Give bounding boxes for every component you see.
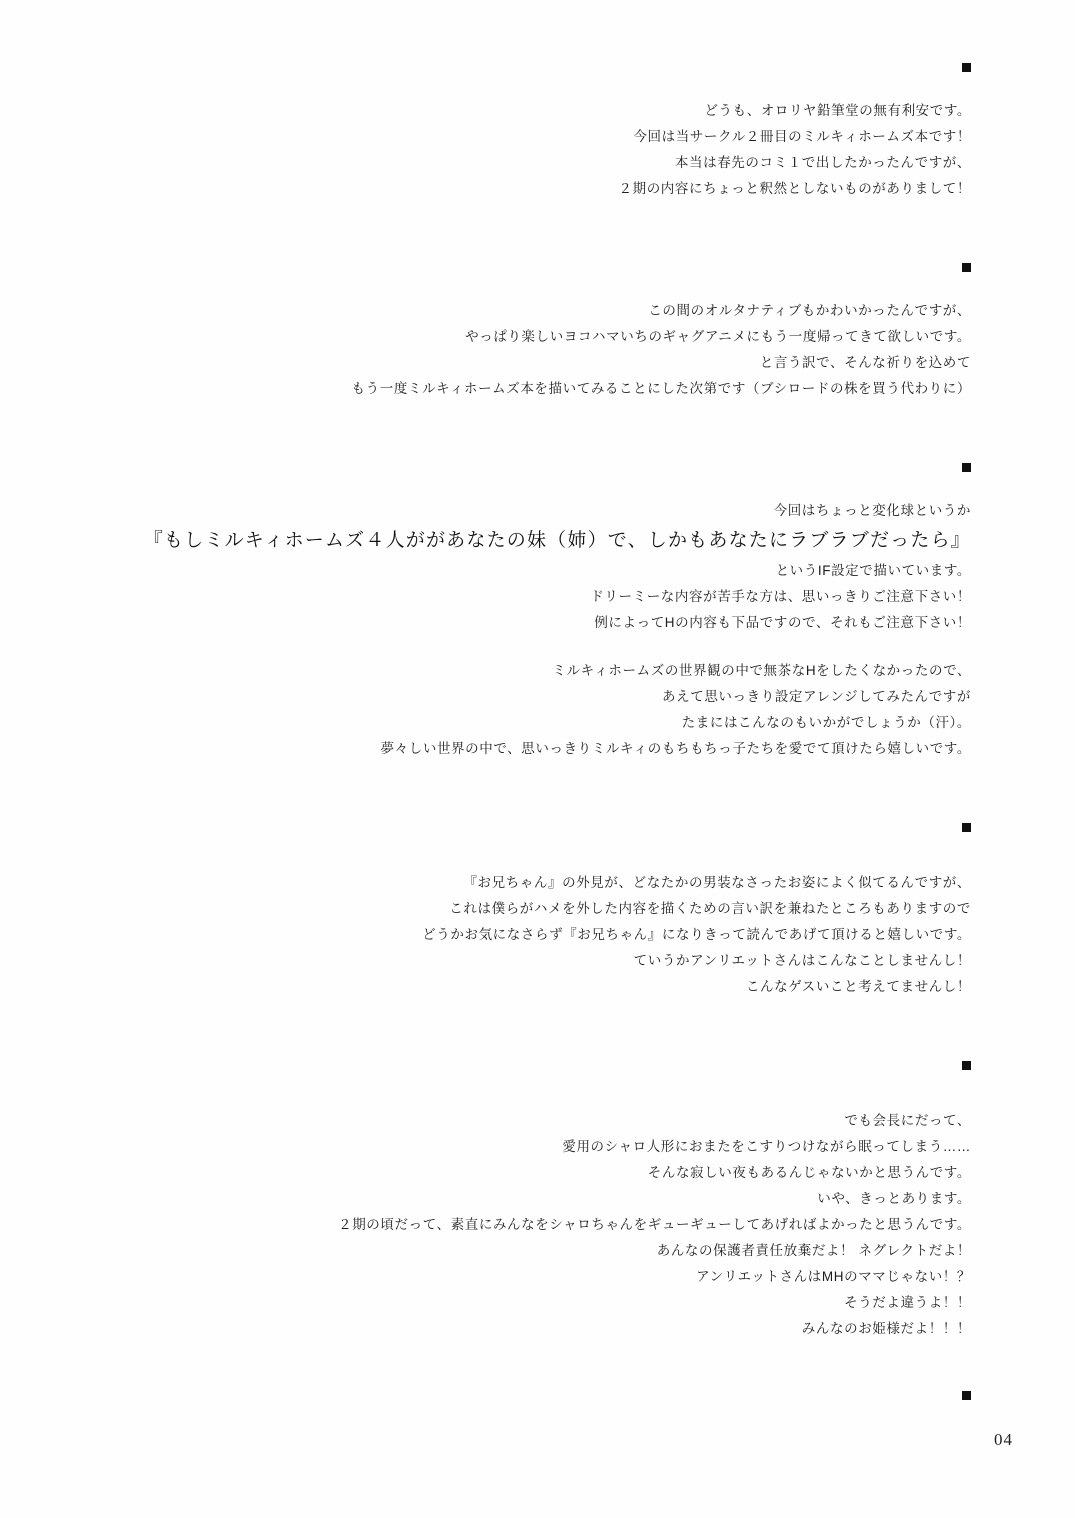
section-bullet-2 <box>60 260 975 276</box>
section-bullet-1 <box>60 60 975 76</box>
text-line: ドリーミーな内容が苦手な方は、思いっきりご注意下さい！ <box>590 589 971 604</box>
text-line: そんな寂しい夜もあるんじゃないかと思うんです。 <box>647 1165 971 1180</box>
square-bullet-icon <box>962 1391 971 1400</box>
afterword-content <box>60 60 975 1404</box>
square-bullet-icon <box>962 463 971 472</box>
section-2-paragraph <box>60 298 975 402</box>
section-4-paragraph <box>60 870 975 1000</box>
text-line: どうかお気になさらず『お兄ちゃん』になりきって読んであげて頂けると嬉しいです。 <box>422 927 971 942</box>
section-6 <box>60 1388 975 1404</box>
text-line: ていうかアンリエットさんはこんなことしませんし！ <box>633 953 971 968</box>
text-line: 例によってHの内容も下品ですので、それもご注意下さい！ <box>594 615 971 630</box>
section-5-paragraph <box>60 1108 975 1342</box>
square-bullet-icon <box>962 63 971 72</box>
square-bullet-icon <box>962 263 971 272</box>
text-line: やっぱり楽しいヨコハマいちのギャグアニメにもう一度帰ってきて欲しいです。 <box>465 329 971 344</box>
square-bullet-icon <box>962 823 971 832</box>
text-line: ２期の内容にちょっと釈然としないものがありまして！ <box>618 181 971 196</box>
section-bullet-4 <box>60 820 975 836</box>
page-number: 04 <box>994 1430 1013 1449</box>
section-1 <box>60 60 975 202</box>
section-bullet-5 <box>60 1058 975 1074</box>
text-line: というIF設定で描いています。 <box>775 563 971 578</box>
text-line: 夢々しい世界の中で、思いっきりミルキィのもちもちっ子たちを愛でて頂けたら嬉しいです。 <box>380 741 971 756</box>
text-line: みんなのお姫様だよ！！！ <box>801 1321 971 1336</box>
text-line: そうだよ違うよ！！ <box>844 1295 971 1310</box>
section-1-paragraph <box>60 98 975 202</box>
if-setting-headline: 『もしミルキィホームズ４人ががあなたの妹（姉）で、しかもあなたにラブラブだったら』 <box>143 530 971 551</box>
text-line: これは僕らがハメを外した内容を描くための言い訳を兼ねたところもありますので <box>449 901 971 916</box>
text-line: あえて思いっきり設定アレンジしてみたんですが <box>662 689 971 704</box>
text-line: 本当は春先のコミ１で出したかったんですが、 <box>674 155 971 170</box>
section-3-paragraph-a <box>60 558 975 636</box>
text-line: 『お兄ちゃん』の外見が、どなたかの男装なさったお姿によく似てるんですが、 <box>463 875 971 890</box>
section-3-paragraph-b <box>60 658 975 762</box>
section-3 <box>60 460 975 762</box>
text-line: この間のオルタナティブもかわいかったんですが、 <box>648 303 971 318</box>
section-4 <box>60 820 975 1000</box>
text-line: 今回はちょっと変化球というか <box>773 503 971 518</box>
text-line: あんなの保護者責任放棄だよ！ ネグレクトだよ！ <box>656 1243 971 1258</box>
text-line: でも会長にだって、 <box>844 1113 971 1128</box>
text-line: アンリエットさんはMHのママじゃない！？ <box>696 1269 971 1284</box>
section-5 <box>60 1058 975 1342</box>
section-bullet-6 <box>60 1388 975 1404</box>
section-bullet-3 <box>60 460 975 476</box>
text-line: こんなゲスいこと考えてませんし！ <box>745 979 971 994</box>
text-line: もう一度ミルキィホームズ本を描いてみることにした次第です（ブシロードの株を買う代わりに） <box>351 381 971 396</box>
text-line: と言う訳で、そんな祈りを込めて <box>759 355 971 370</box>
square-bullet-icon <box>962 1061 971 1070</box>
text-line: 愛用のシャロ人形におまたをこすりつけながら眠ってしまう…… <box>562 1139 971 1154</box>
text-line: いや、きっとあります。 <box>817 1191 971 1206</box>
text-line: ミルキィホームズの世界観の中で無茶なHをしたくなかったので、 <box>552 663 971 678</box>
text-line: ２期の頃だって、素直にみんなをシャロちゃんをギューギューしてあげればよかったと思うんです。 <box>338 1217 971 1232</box>
section-3-lead <box>60 498 975 524</box>
section-2 <box>60 260 975 402</box>
text-line: たまにはこんなのもいかがでしょうか（汗）。 <box>681 715 971 730</box>
text-line: どうも、オロリヤ鉛筆堂の無有利安です。 <box>704 103 971 118</box>
text-line: 今回は当サークル２冊目のミルキィホームズ本です！ <box>633 129 971 144</box>
